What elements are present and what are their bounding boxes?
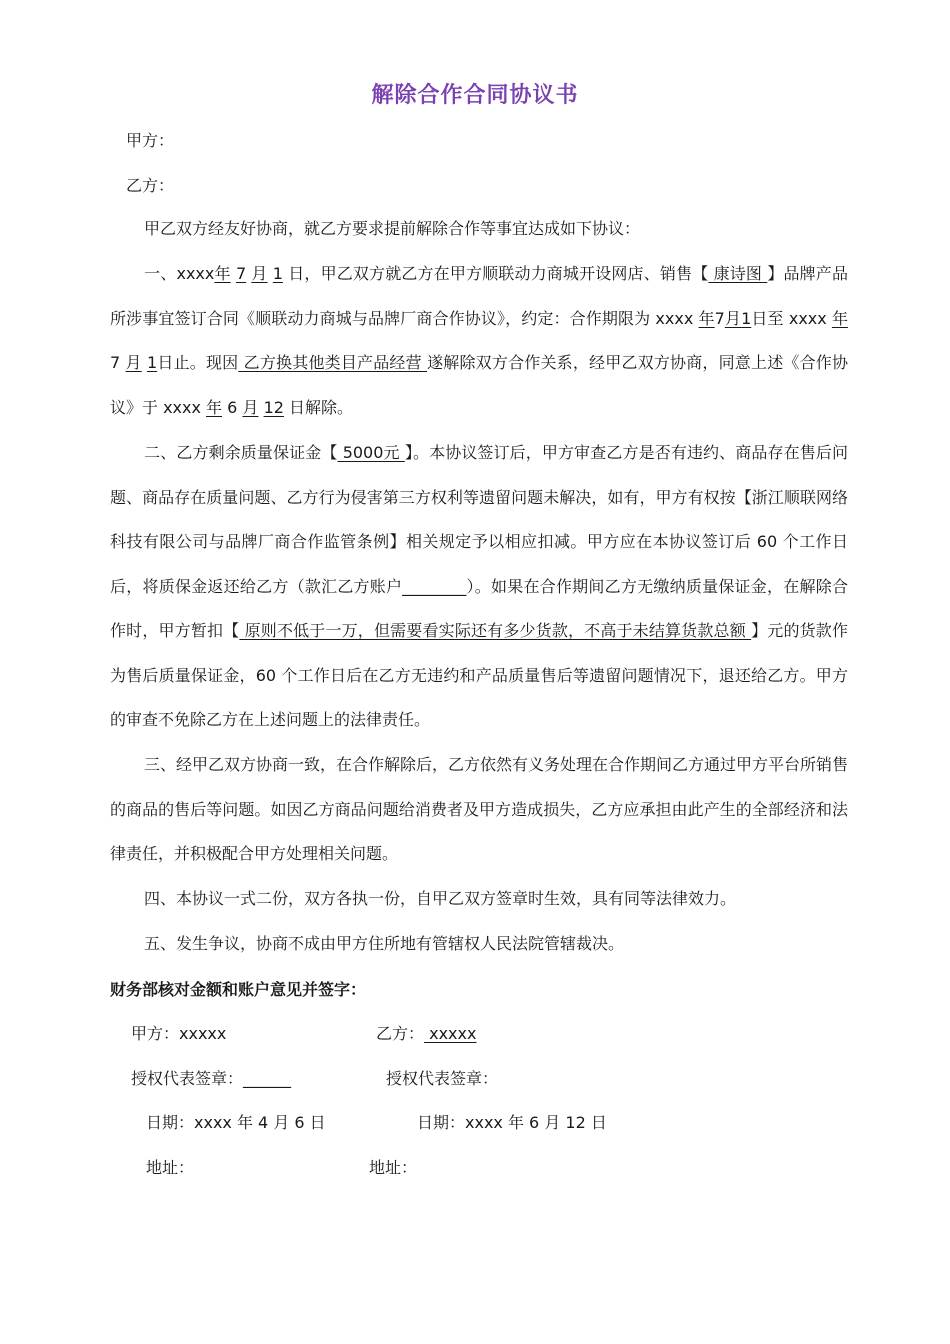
- termination-day-value: 12: [263, 397, 284, 417]
- intro-paragraph: [110, 207, 848, 252]
- clause1-text-2: ，甲乙双方就乙方在甲方顺联动力商城开设网店、销售【: [304, 264, 709, 283]
- brand-name: 康诗图: [708, 264, 768, 283]
- clause-1: [110, 252, 848, 430]
- clause1-day-value: 1: [272, 264, 283, 283]
- clause-5: [110, 922, 848, 967]
- term-end-day-value: 1: [146, 353, 158, 372]
- term-end-month: 月: [125, 353, 142, 372]
- clause1-year: 年: [214, 264, 231, 283]
- party-b-rep-label: 授权代表签章：: [386, 1069, 499, 1088]
- party-a-address: 地址：: [146, 1158, 195, 1177]
- term-start-day: 日: [751, 308, 768, 328]
- party-a-label: 甲方：: [126, 131, 175, 150]
- deposit-amount: 5000元: [337, 443, 405, 462]
- withheld-amount: 原则不低于一万，但需要看实际还有多少货款，不高于未结算货款总额: [239, 621, 752, 640]
- clause1-month: 月: [251, 264, 268, 283]
- term-end-month-value: 7: [110, 353, 121, 372]
- party-b-sign-label: 乙方：: [376, 1024, 425, 1043]
- clause2-text-4: 】元的货款作为售后质量保证金，60 个工作日后在乙方无违约和产品质量售后等遗留问题情况下，退还给乙方。甲方的审查不免除乙方在上述问题上的法律责任。: [110, 621, 848, 729]
- term-start-year: 年: [698, 308, 715, 328]
- party-a-name: 甲方：xxxxx: [131, 1024, 227, 1043]
- clause1-text-4: 至 xxxx: [767, 308, 827, 328]
- party-a-rep-label: 授权代表签章：: [131, 1069, 244, 1088]
- clause1-text-3: 】品牌产品所涉事宜签订合同《顺联动力商城与品牌厂商合作协议》，约定：合作期限为 xxxx: [110, 264, 848, 328]
- clause5-text: 五、发生争议，协商不成由甲方住所地有管辖权人民法院管辖裁决。: [144, 934, 625, 953]
- clause-2: [110, 431, 848, 743]
- clause2-text-1: 二、乙方剩余质量保证金【: [144, 443, 338, 462]
- clause-3: [110, 743, 848, 877]
- term-end-year: 年: [831, 308, 848, 328]
- party-b-name-line: [376, 1024, 476, 1044]
- clause4-text: 四、本协议一式二份，双方各执一份，自甲乙双方签章时生效，具有同等法律效力。: [144, 889, 737, 908]
- term-start-day-value: 1: [741, 308, 752, 328]
- term-end-day: 日: [157, 353, 174, 372]
- termination-year: 年: [206, 397, 223, 417]
- party-a-rep-line: [131, 1069, 291, 1089]
- clause1-text-6: 遂解除双方合作关系，经甲乙双方协商，同意上述《合作协议》于 xxxx: [110, 353, 848, 417]
- account-blank: ________: [402, 576, 467, 596]
- finance-signature-line: [110, 980, 366, 1000]
- clause2-text-3: ）。如果在合作期间乙方无缴纳质量保证金，在解除合作时，甲方暂扣【: [110, 576, 848, 640]
- clause2-text-2: 】。本协议签订后，甲方审查乙方是否有违约、商品存在售后问题、商品存在质量问题、乙方行为侵害第三方权利等遗留问题未解决，如有，甲方有权按【浙江顺联网络科技有限公司与品牌厂商合作监管条例】相关规定予以相应扣减。甲方应在本协议签订后 60 个工作日后，将质保金返还给乙方（款汇乙方账户: [110, 443, 848, 596]
- termination-month-value: 6: [227, 397, 238, 417]
- party-b-label: 乙方：: [126, 176, 175, 195]
- termination-day: 日: [289, 397, 306, 417]
- party-a-rep-blank: ______: [243, 1069, 292, 1088]
- clause1-text-1: 一、xxxx: [144, 264, 215, 283]
- term-start-month: 月: [724, 308, 742, 328]
- termination-month: 月: [242, 397, 259, 417]
- document-title: 解除合作合同协议书: [371, 83, 579, 108]
- party-b-address: 地址：: [369, 1158, 418, 1177]
- party-b-name: xxxxx: [424, 1024, 477, 1043]
- clause1-text-5: 止。现因: [173, 353, 239, 372]
- termination-reason: 乙方换其他类目产品经营: [238, 353, 428, 372]
- clause3-text: 三、经甲乙双方协商一致，在合作解除后，乙方依然有义务处理在合作期间乙方通过甲方平台所销售的商品的售后等问题。如因乙方商品问题给消费者及甲方造成损失，乙方应承担由此产生的全部经济和法律责任，并积极配合甲方处理相关问题。: [110, 755, 849, 863]
- term-start-month-value: 7: [714, 308, 725, 328]
- clause1-day: 日: [288, 264, 305, 283]
- intro-text: 甲乙双方经友好协商，就乙方要求提前解除合作等事宜达成如下协议：: [144, 219, 641, 238]
- clause1-text-7: 解除。: [305, 397, 354, 417]
- party-a-date: 日期：xxxx 年 4 月 6 日: [146, 1113, 326, 1132]
- finance-label: 财务部核对金额和账户意见并签字：: [110, 980, 367, 999]
- clause1-month-value: 7: [235, 264, 247, 283]
- clause-4: [110, 877, 848, 922]
- party-b-date: 日期：xxxx 年 6 月 12 日: [417, 1113, 607, 1132]
